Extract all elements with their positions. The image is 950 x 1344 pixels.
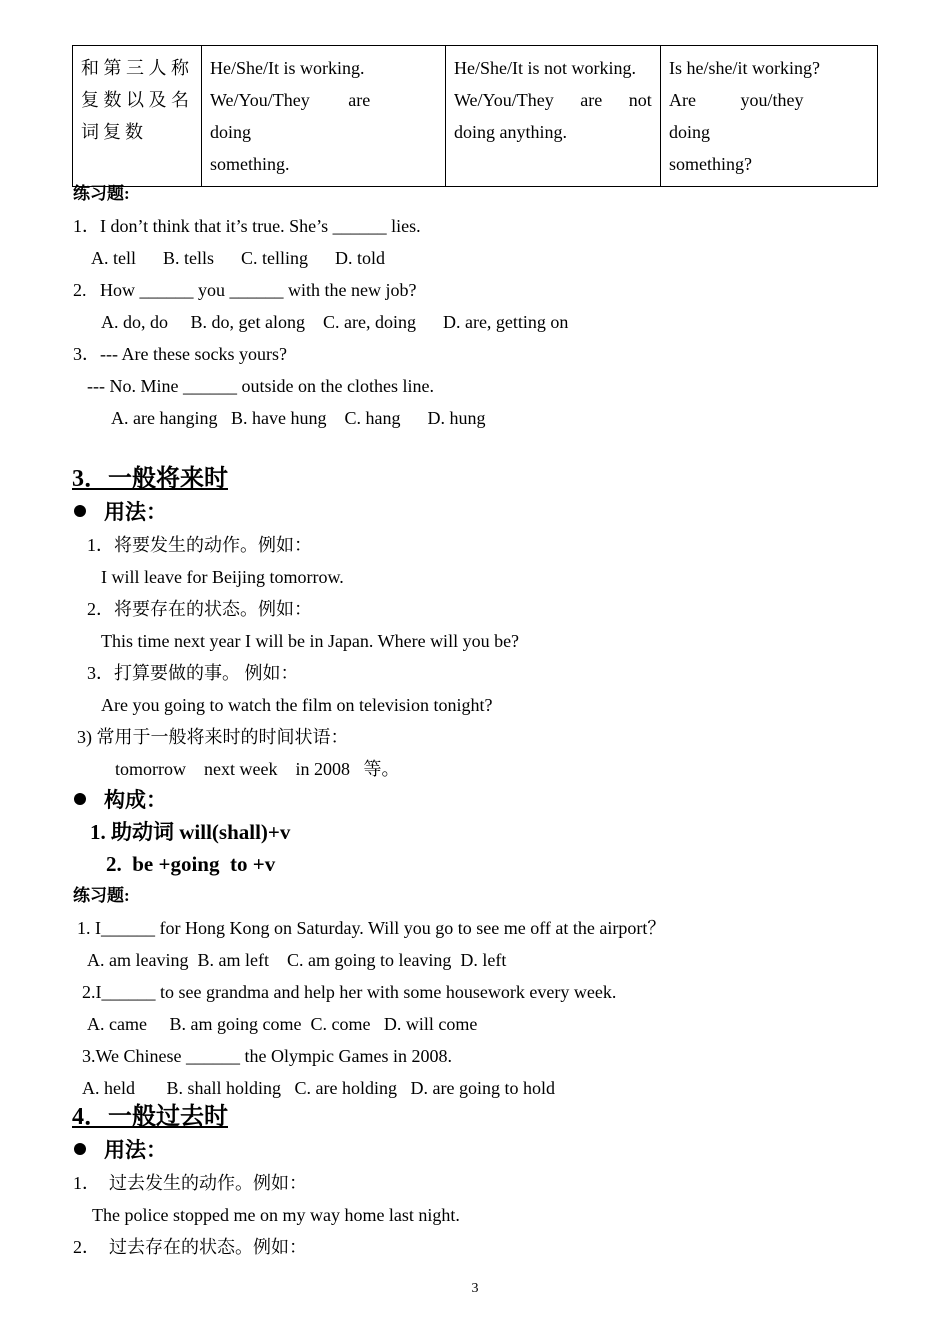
exercise-options: A. do, do B. do, get along C. are, doing D. are, getting on [101, 312, 569, 332]
exercise-options: A. are hanging B. have hung C. hang D. hung [111, 408, 486, 428]
practice-label: 练习题: [73, 886, 130, 905]
exercise-line: 1．I don’t think that it’s true. She’s ______ lies. [73, 216, 421, 236]
usage-line: 2．将要存在的状态。例如： [87, 599, 312, 619]
usage-heading [74, 1136, 167, 1164]
bullet-icon [74, 1143, 86, 1155]
exercise-options: A. held B. shall holding C. are holding D. are going to hold [82, 1078, 555, 1098]
example-line: This time next year I will be in Japan. Where will you be? [101, 631, 520, 651]
usage-label: 用法： [104, 500, 167, 524]
example-line: Are you going to watch the film on television tonight? [101, 695, 493, 715]
exercise-options: A. came B. am going come C. come D. will come [87, 1014, 478, 1034]
form-line: 1. 助动词 will(shall)+v [90, 820, 291, 844]
section-title-future: 3．一般将来时 [72, 466, 228, 492]
example-line: tomorrow next week in 2008 等。 [115, 759, 400, 779]
exercise-line: 2. How ______ you ______ with the new job? [73, 280, 417, 300]
cell-line: Is he/she/it working? [669, 58, 820, 78]
exercise-line: 3.We Chinese ______ the Olympic Games in 2008. [82, 1046, 452, 1066]
exercise-options: A. am leaving B. am left C. am going to leaving D. left [87, 950, 507, 970]
exercise-line: 3．--- Are these socks yours? [73, 344, 287, 364]
usage-line: 3) 常用于一般将来时的时间状语： [77, 727, 349, 747]
exercise-line: 2.I______ to see grandma and help her with some housework every week. [82, 982, 617, 1002]
usage-line: 1． 过去发生的动作。例如： [73, 1173, 307, 1193]
form-line: 2. be +going to +v [106, 852, 276, 876]
exercise-line: 1. I______ for Hong Kong on Saturday. Will you go to see me off at the airport？ [77, 918, 666, 938]
table-cell-question [661, 46, 878, 187]
cell-line: something. [210, 154, 290, 174]
cell-line: Are you/they doing [669, 90, 804, 142]
cell-line: We/You/They are doing [210, 90, 371, 142]
form-label: 构成： [104, 788, 167, 812]
exercise-line: --- No. Mine ______ outside on the clothes line. [87, 376, 434, 396]
cell-line: something? [669, 154, 752, 174]
tense-table [72, 45, 878, 187]
bullet-icon [74, 505, 86, 517]
table-cell-subject [73, 46, 202, 187]
usage-label: 用法： [104, 1138, 167, 1162]
cell-line: doing anything. [454, 122, 567, 142]
usage-line: 1．将要发生的动作。例如： [87, 535, 312, 555]
table-cell-negative [446, 46, 661, 187]
form-heading [74, 786, 167, 814]
table-row [73, 46, 878, 187]
usage-heading [74, 498, 167, 526]
practice-label: 练习题: [73, 184, 130, 203]
cell-line: He/She/It is working. [210, 58, 365, 78]
cell-line: We/You/They are not [454, 90, 652, 110]
page-number: 3 [471, 1281, 479, 1296]
cell-line: He/She/It is not working. [454, 58, 636, 78]
example-line: The police stopped me on my way home last night. [92, 1205, 460, 1225]
usage-line: 2． 过去存在的状态。例如： [73, 1237, 307, 1257]
exercise-options: A. tell B. tells C. telling D. told [91, 248, 385, 268]
example-line: I will leave for Beijing tomorrow. [101, 567, 344, 587]
usage-line: 3．打算要做的事。 例如： [87, 663, 299, 683]
section-title-past: 4．一般过去时 [72, 1104, 228, 1130]
cell-text: 和第三人称复数以及名词复数 [81, 58, 193, 142]
bullet-icon [74, 793, 86, 805]
table-cell-affirmative [202, 46, 446, 187]
